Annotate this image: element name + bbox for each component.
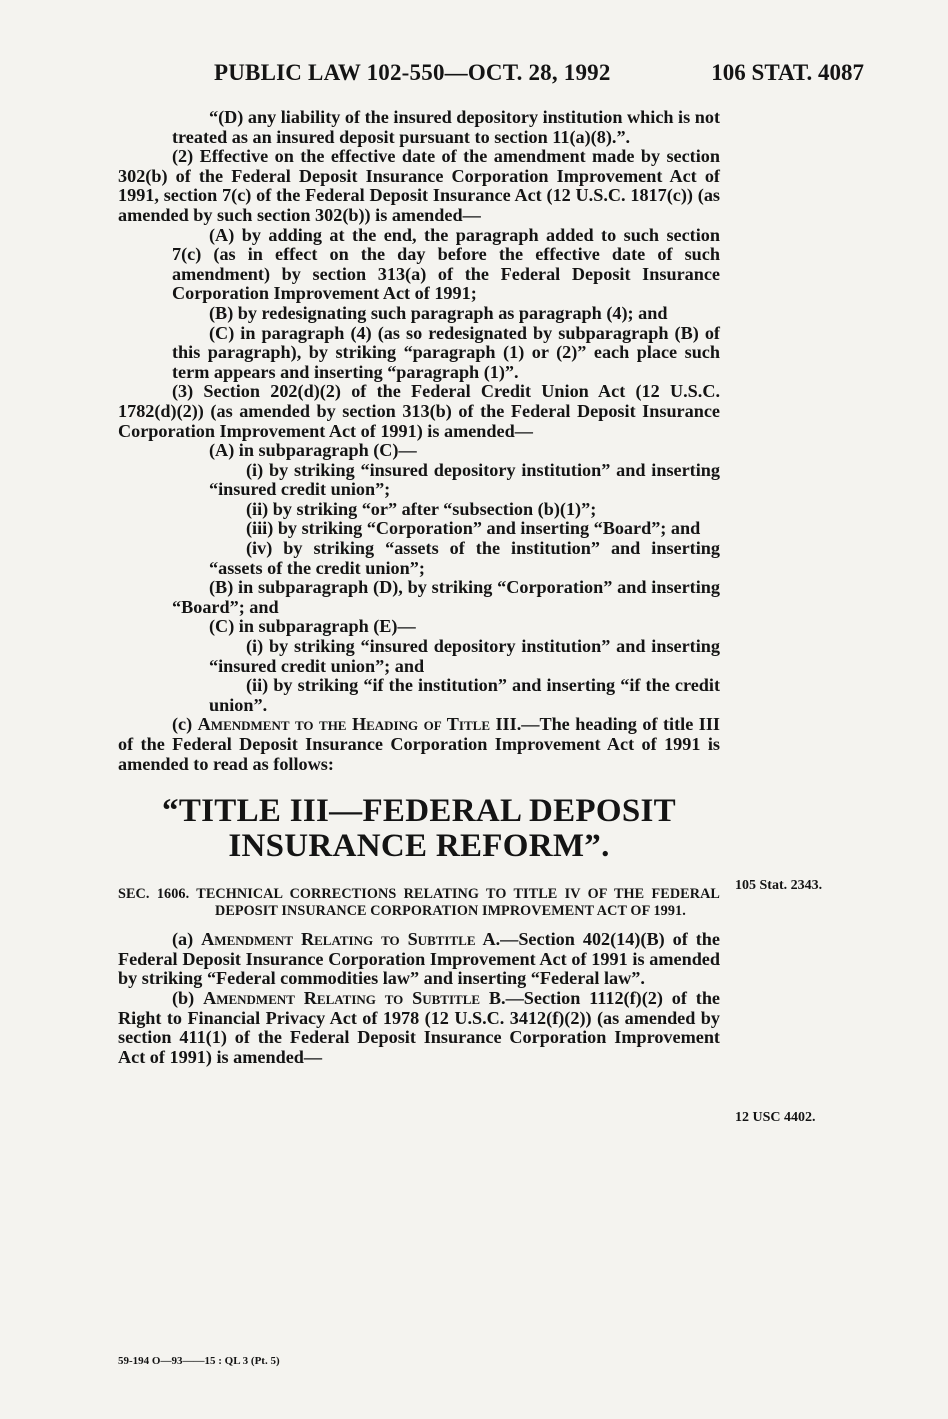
paragraph-a [118, 930, 720, 989]
title-heading-line-2: INSURANCE REFORM”. [228, 828, 610, 865]
paragraph-3a-iii: (iii) by striking “Corporation” and inserting “Board”; and [246, 518, 701, 539]
header-stat-page: 106 STAT. 4087 [711, 60, 864, 85]
paragraph-3a-ii: (ii) by striking “or” after “subsection (b)(1)”; [246, 498, 597, 519]
margin-note-usc: 12 USC 4402. [735, 1110, 816, 1125]
section-heading [118, 886, 720, 920]
paragraph-b-lead: (b) [172, 987, 204, 1008]
paragraph-a-body: —Section 402(14)(B) of the Federal Deposit Insurance Corporation Improvement Act of 1991 is amended by striking “Federal commodities law” and inserting “Federal law”. [118, 929, 720, 989]
paragraph-2c: (C) in paragraph (4) (as so redesignated by subparagraph (B) of this paragraph), by striking “paragraph (1) or (2)” each place such term appears and inserting “paragraph (1)”. [172, 322, 720, 382]
paragraph-2a: (A) by adding at the end, the paragraph added to such section 7(c) (as in effect on the day before the effective date of such amendment) by section 313(a) of the Federal Deposit Insurance Corporation Improvement Act of 1991; [172, 224, 720, 304]
paragraph-3b: (B) in subparagraph (D), by striking “Corporation” and inserting “Board”; and [172, 577, 720, 617]
title-heading-line-1: “TITLE III—FEDERAL DEPOSIT [162, 793, 676, 830]
paragraph-2: (2) Effective on the effective date of the amendment made by section 302(b) of the Federal Deposit Insurance Corporation Improvement Act of 1991, section 7(c) of the Federal Deposit Insurance Act (12 U.S.C. 1817(c)) (as amended by such section 302(b)) is amended— [118, 146, 720, 225]
paragraph-3: (3) Section 202(d)(2) of the Federal Credit Union Act (12 U.S.C. 1782(d)(2)) (as amended by section 313(b) of the Federal Deposit Insurance Corporation Improvement Act of 1991) is amended— [118, 381, 720, 441]
paragraph-c-heading: Amendment to the Heading of Title III. [197, 714, 522, 735]
paragraph-c [118, 715, 720, 774]
body-text [118, 108, 720, 1067]
paragraph-1d: “(D) any liability of the insured depository institution which is not treated as an insured deposit pursuant to section 11(a)(8).”. [172, 107, 720, 147]
title-heading [118, 794, 720, 864]
paragraph-2b: (B) by redesignating such paragraph as paragraph (4); and [209, 302, 668, 323]
section-label: SEC. 1606. [118, 886, 190, 903]
section-title: TECHNICAL CORRECTIONS RELATING TO TITLE IV OF THE FEDERAL DEPOSIT INSURANCE CORPORATION IMPROVEMENT ACT OF 1991. [196, 886, 720, 920]
paragraph-a-lead: (a) [172, 929, 202, 950]
margin-note-stat: 105 Stat. 2343. [735, 878, 823, 893]
paragraph-3c-ii: (ii) by striking “if the institution” and inserting “if the credit union”. [209, 675, 720, 715]
header-title: PUBLIC LAW 102-550—OCT. 28, 1992 [214, 60, 611, 85]
paragraph-a-heading: Amendment Relating to Subtitle A. [201, 929, 501, 950]
paragraph-c-lead: (c) [172, 714, 198, 735]
paragraph-3c: (C) in subparagraph (E)— [209, 616, 416, 637]
footer-print-code: 59-194 O—93——15 : QL 3 (Pt. 5) [118, 1355, 280, 1367]
paragraph-b [118, 989, 720, 1067]
paragraph-3c-i: (i) by striking “insured depository institution” and inserting “insured credit union”; and [209, 636, 720, 676]
paragraph-3a: (A) in subparagraph (C)— [209, 440, 417, 461]
paragraph-c-body: —The heading of title III of the Federal Deposit Insurance Corporation Improvement Act of 1991 is amended to read as follows: [118, 714, 720, 774]
paragraph-b-body: —Section 1112(f)(2) of the Right to Financial Privacy Act of 1978 (12 U.S.C. 3412(f)(2)) (as amended by section 411(1) of the Federal Deposit Insurance Corporation Improvement Act of 1991) is amended— [118, 987, 721, 1067]
paragraph-3a-iv: (iv) by striking “assets of the institution” and inserting “assets of the credit union”; [209, 538, 720, 578]
paragraph-3a-i: (i) by striking “insured depository institution” and inserting “insured credit union”; [209, 459, 720, 500]
running-header [118, 60, 864, 90]
paragraph-b-heading: Amendment Relating to Subtitle B. [203, 987, 506, 1008]
